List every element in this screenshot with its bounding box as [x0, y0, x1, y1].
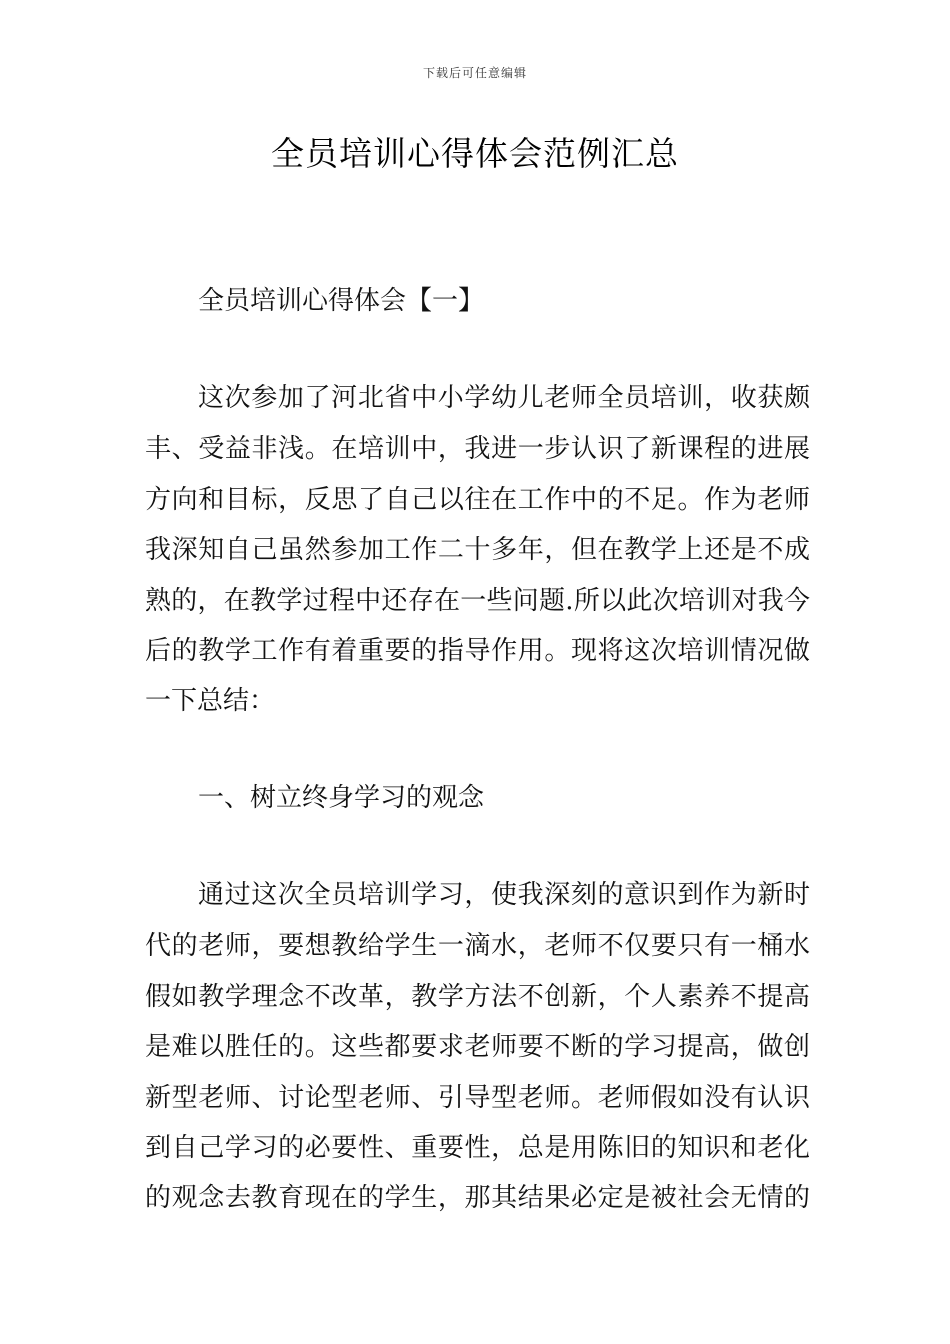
paragraph2-line: 新型老师、讨论型老师、引导型老师。老师假如没有认识 — [145, 1083, 810, 1113]
section-heading: 全员培训心得体会【一】 — [198, 286, 485, 316]
paragraph1-line: 后的教学工作有着重要的指导作用。现将这次培训情况做 — [145, 636, 810, 666]
header-note: 下载后可任意编辑 — [422, 66, 527, 80]
document-title: 全员培训心得体会范例汇总 — [271, 134, 679, 173]
paragraph2-line: 通过这次全员培训学习，使我深刻的意识到作为新时 — [198, 880, 810, 910]
paragraph1-line: 熟的，在教学过程中还存在一些问题.所以此次培训对我今 — [145, 586, 810, 616]
paragraph1-line: 这次参加了河北省中小学幼儿老师全员培训，收获颇 — [198, 383, 810, 413]
paragraph1-line: 我深知自己虽然参加工作二十多年，但在教学上还是不成 — [145, 535, 810, 565]
paragraph2-line: 假如教学理念不改革，教学方法不创新，个人素养不提高 — [145, 982, 810, 1012]
paragraph2-line: 是难以胜任的。这些都要求老师要不断的学习提高，做创 — [145, 1032, 810, 1062]
subheading: 一、树立终身学习的观念 — [198, 783, 485, 813]
paragraph1-line: 丰、受益非浅。在培训中，我进一步认识了新课程的进展 — [145, 434, 810, 464]
paragraph1-line: 一下总结： — [145, 686, 276, 716]
paragraph1-line: 方向和目标，反思了自己以往在工作中的不足。作为老师 — [145, 485, 810, 515]
paragraph2-line: 代的老师，要想教给学生一滴水，老师不仅要只有一桶水 — [145, 931, 810, 961]
paragraph2-line: 的观念去教育现在的学生，那其结果必定是被社会无情的 — [145, 1183, 810, 1213]
paragraph2-line: 到自己学习的必要性、重要性，总是用陈旧的知识和老化 — [145, 1133, 810, 1163]
